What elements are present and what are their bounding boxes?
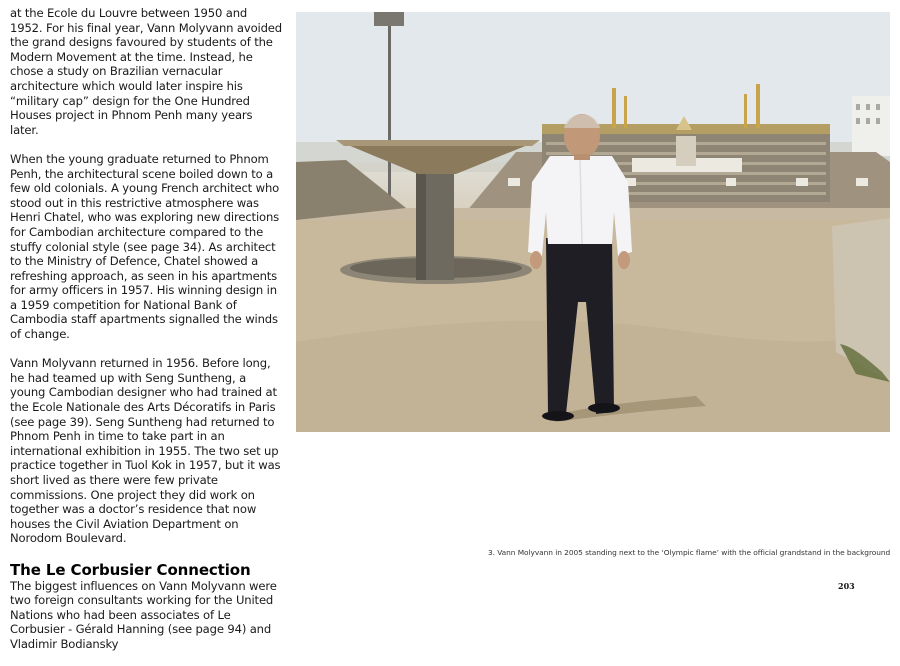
shoe-right: [588, 403, 620, 413]
shoe-left: [542, 411, 574, 421]
paragraph-3: Vann Molyvann returned in 1956. Before long, he had teamed up with Seng Suntheng, a young Cambodian designer who had trained at the Ecole Nationale des Arts Décoratifs in Paris (see page 39). Seng Suntheng had returned to Phnom Penh in time to take part in an international exhibition in 1955. The two set up practice together in Tuol Kok in 1957, but it was short lived as there were few private commissions. One project they did work on together was a doctor’s residence that now houses the Civil Aviation Department on Norodom Boulevard.: [10, 356, 281, 546]
section-heading: The Le Corbusier Connection: [10, 560, 251, 579]
page-number: 203: [838, 581, 855, 591]
spire-left: [612, 88, 616, 128]
paragraph-4: The biggest influences on Vann Molyvann were two foreign consultants working for the United Nations who had been associates of Le Corbusier - Gérald Hanning (see page 94) and Vladimir Bodiansky: [10, 578, 277, 651]
floodlight-head: [374, 12, 404, 26]
spire-right: [756, 84, 760, 128]
paragraph-1: at the Ecole du Louvre between 1950 and 1952. For his final year, Vann Molyvann avoided the grand designs favoured by students of the Modern Movement at the time. Instead, he chose a study on Brazilian vernacular architecture which would later inspire his “military cap” design for the One Hundred Houses project in Phnom Penh many years later.: [10, 6, 282, 137]
paragraph-2: When the young graduate returned to Phnom Penh, the architectural scene boiled down to a few old colonials. A young French architect who stood out in this restrictive atmosphere was Henri Chatel, who was exploring new directions for Cambodian architecture compared to the stuffy colonial style (see page 34). As architect to the Ministry of Defence, Chatel showed a refreshing approach, as seen in his apartments for army officers in 1957. His winning design in a 1959 competition for National Bank of Cambodia staff apartments signalled the winds of change.: [10, 151, 280, 342]
article-text-column: [10, 6, 282, 666]
photograph-molyvann-olympic-flame: [296, 12, 890, 432]
floodlight-pole: [388, 20, 391, 210]
photo-illustration: [296, 12, 890, 432]
hand-right: [618, 251, 630, 269]
hand-left: [530, 251, 542, 269]
figure-caption: 3. Vann Molyvann in 2005 standing next to the ‘Olympic flame’ with the official grandstand in the background: [488, 548, 891, 557]
